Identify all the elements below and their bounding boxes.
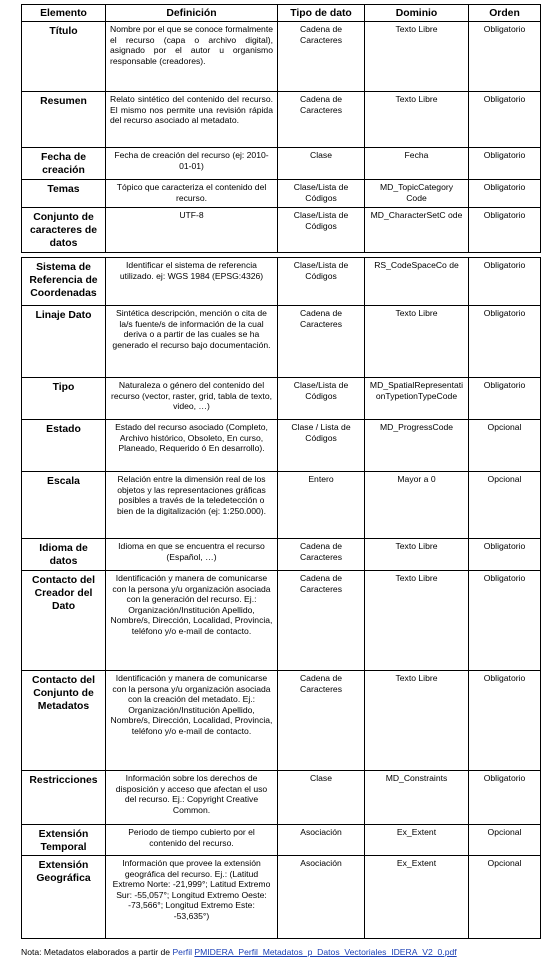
metadata-table-part-2 <box>21 257 541 939</box>
row-elemento: Estado <box>22 420 106 472</box>
row-definicion: Idioma en que se encuentra el recurso (Español, …) <box>106 539 278 571</box>
row-orden: Opcional <box>469 856 541 939</box>
row-tipo-de-dato: Cadena de Caracteres <box>278 539 365 571</box>
row-definicion: Naturaleza o género del contenido del recurso (vector, raster, grid, tabla de texto, video, …) <box>106 378 278 420</box>
row-elemento: Escala <box>22 472 106 539</box>
row-orden: Obligatorio <box>469 771 541 825</box>
row-dominio: MD_TopicCategory Code <box>365 180 469 208</box>
metadata-table-part-1 <box>21 4 541 253</box>
header-elemento: Elemento <box>22 5 106 22</box>
row-dominio: Texto Libre <box>365 539 469 571</box>
row-definicion: Tópico que caracteriza el contenido del recurso. <box>106 180 278 208</box>
table-row <box>22 825 541 856</box>
row-tipo-de-dato: Clase / Lista de Códigos <box>278 420 365 472</box>
row-tipo-de-dato: Clase <box>278 771 365 825</box>
row-tipo-de-dato: Clase/Lista de Códigos <box>278 258 365 306</box>
row-elemento: Resumen <box>22 92 106 148</box>
row-elemento: Fecha de creación <box>22 148 106 180</box>
table-row <box>22 22 541 92</box>
table-row <box>22 258 541 306</box>
row-orden: Obligatorio <box>469 306 541 378</box>
row-elemento: Linaje Dato <box>22 306 106 378</box>
row-definicion: Identificar el sistema de referencia utilizado. ej: WGS 1984 (EPSG:4326) <box>106 258 278 306</box>
header-dominio: Dominio <box>365 5 469 22</box>
row-definicion: Identificación y manera de comunicarse con la persona y/u organización asociada con la generación del recurso. Ej.: Organización/Institución Apellido, Nombre/s, Dirección, Localidad, Provincia, teléfono y/o e-mail de contacto. <box>106 571 278 671</box>
row-dominio: MD_ProgressCode <box>365 420 469 472</box>
row-elemento: Temas <box>22 180 106 208</box>
row-dominio: Texto Libre <box>365 571 469 671</box>
row-elemento: Idioma de datos <box>22 539 106 571</box>
table-row <box>22 92 541 148</box>
footnote-link-lead: Perfil <box>172 947 195 957</box>
row-elemento: Conjunto de caracteres de datos <box>22 208 106 253</box>
row-elemento: Tipo <box>22 378 106 420</box>
row-definicion: Relato sintético del contenido del recurso. El mismo nos permite una revisión rápida del recurso asociado al metadato. <box>106 92 278 148</box>
row-dominio: Texto Libre <box>365 671 469 771</box>
table-row <box>22 771 541 825</box>
row-definicion: Relación entre la dimensión real de los objetos y las representaciones gráficas posibles a través de la teledetección o bien de la digitalización (ej: 1:250.000). <box>106 472 278 539</box>
header-orden: Orden <box>469 5 541 22</box>
row-definicion: Fecha de creación del recurso (ej: 2010-01-01) <box>106 148 278 180</box>
row-dominio: Texto Libre <box>365 306 469 378</box>
row-dominio: Fecha <box>365 148 469 180</box>
row-elemento: Extensión Geográfica <box>22 856 106 939</box>
row-orden: Obligatorio <box>469 378 541 420</box>
row-tipo-de-dato: Clase <box>278 148 365 180</box>
header-row <box>22 5 541 22</box>
row-orden: Obligatorio <box>469 148 541 180</box>
row-elemento: Contacto del Conjunto de Metadatos <box>22 671 106 771</box>
table-row <box>22 180 541 208</box>
row-orden: Obligatorio <box>469 671 541 771</box>
row-definicion: Información que provee la extensión geográfica del recurso. Ej.: (Latitud Extremo Norte: -21,999°; Latitud Extremo Sur: -55,057°; Longitud Extremo Oeste: -73,566°; Longitud Extremo Este: -53,635°) <box>106 856 278 939</box>
row-definicion: UTF-8 <box>106 208 278 253</box>
row-tipo-de-dato: Cadena de Caracteres <box>278 92 365 148</box>
row-tipo-de-dato: Cadena de Caracteres <box>278 306 365 378</box>
table-row <box>22 571 541 671</box>
header-definicion: Definición <box>106 5 278 22</box>
row-definicion: Identificación y manera de comunicarse con la persona y/u organización asociada con la creación del metadato. Ej.: Organización/Institución Apellido, Nombre/s, Dirección, Localidad, Provincia, teléfono y/o e-mail de contacto. <box>106 671 278 771</box>
row-orden: Obligatorio <box>469 539 541 571</box>
row-dominio: MD_Constraints <box>365 771 469 825</box>
table-row <box>22 472 541 539</box>
table-footnote <box>21 947 457 957</box>
table-row <box>22 856 541 939</box>
row-orden: Opcional <box>469 825 541 856</box>
footnote-prefix: Nota: Metadatos elaborados a partir de <box>21 947 173 957</box>
row-tipo-de-dato: Cadena de Caracteres <box>278 22 365 92</box>
row-tipo-de-dato: Asociación <box>278 825 365 856</box>
row-tipo-de-dato: Clase/Lista de Códigos <box>278 208 365 253</box>
header-tipo-de-dato: Tipo de dato <box>278 5 365 22</box>
row-tipo-de-dato: Clase/Lista de Códigos <box>278 378 365 420</box>
table-row <box>22 420 541 472</box>
row-tipo-de-dato: Entero <box>278 472 365 539</box>
row-orden: Obligatorio <box>469 208 541 253</box>
row-elemento: Contacto del Creador del Dato <box>22 571 106 671</box>
row-definicion: Estado del recurso asociado (Completo, Archivo histórico, Obsoleto, En curso, Planeado, Requerido ó En desarrollo). <box>106 420 278 472</box>
table-row <box>22 539 541 571</box>
row-dominio: Mayor a 0 <box>365 472 469 539</box>
row-dominio: Texto Libre <box>365 92 469 148</box>
row-orden: Opcional <box>469 472 541 539</box>
row-dominio: Ex_Extent <box>365 856 469 939</box>
row-tipo-de-dato: Cadena de Caracteres <box>278 671 365 771</box>
row-definicion: Sintética descripción, mención o cita de la/s fuente/s de información de la cual deriva o a partir de las cuales se ha generado el recurso bajo documentación. <box>106 306 278 378</box>
row-definicion: Información sobre los derechos de disposición y acceso que afectan el uso del recurso. Ej.: Copyright Creative Common. <box>106 771 278 825</box>
row-elemento: Sistema de Referencia de Coordenadas <box>22 258 106 306</box>
table-row <box>22 378 541 420</box>
row-orden: Obligatorio <box>469 258 541 306</box>
row-tipo-de-dato: Cadena de Caracteres <box>278 571 365 671</box>
row-definicion: Nombre por el que se conoce formalmente el recurso (capa o archivo digital), asignado por el autor u organismo responsable (creadores). <box>106 22 278 92</box>
row-tipo-de-dato: Clase/Lista de Códigos <box>278 180 365 208</box>
row-orden: Obligatorio <box>469 571 541 671</box>
row-dominio: RS_CodeSpaceCo de <box>365 258 469 306</box>
footnote-pdf-link[interactable]: PMIDERA_Perfil_Metadatos_p_Datos_Vectoriales_IDERA_V2_0.pdf <box>194 947 457 957</box>
row-orden: Opcional <box>469 420 541 472</box>
row-elemento: Título <box>22 22 106 92</box>
row-definicion: Periodo de tiempo cubierto por el contenido del recurso. <box>106 825 278 856</box>
row-dominio: Texto Libre <box>365 22 469 92</box>
row-orden: Obligatorio <box>469 22 541 92</box>
table-row <box>22 671 541 771</box>
row-orden: Obligatorio <box>469 92 541 148</box>
table-row <box>22 208 541 253</box>
row-tipo-de-dato: Asociación <box>278 856 365 939</box>
table-row <box>22 306 541 378</box>
table-row <box>22 148 541 180</box>
row-dominio: Ex_Extent <box>365 825 469 856</box>
row-orden: Obligatorio <box>469 180 541 208</box>
row-elemento: Restricciones <box>22 771 106 825</box>
row-dominio: MD_CharacterSetC ode <box>365 208 469 253</box>
row-elemento: Extensión Temporal <box>22 825 106 856</box>
row-dominio: MD_SpatialRepresentationTypetionTypeCode <box>365 378 469 420</box>
